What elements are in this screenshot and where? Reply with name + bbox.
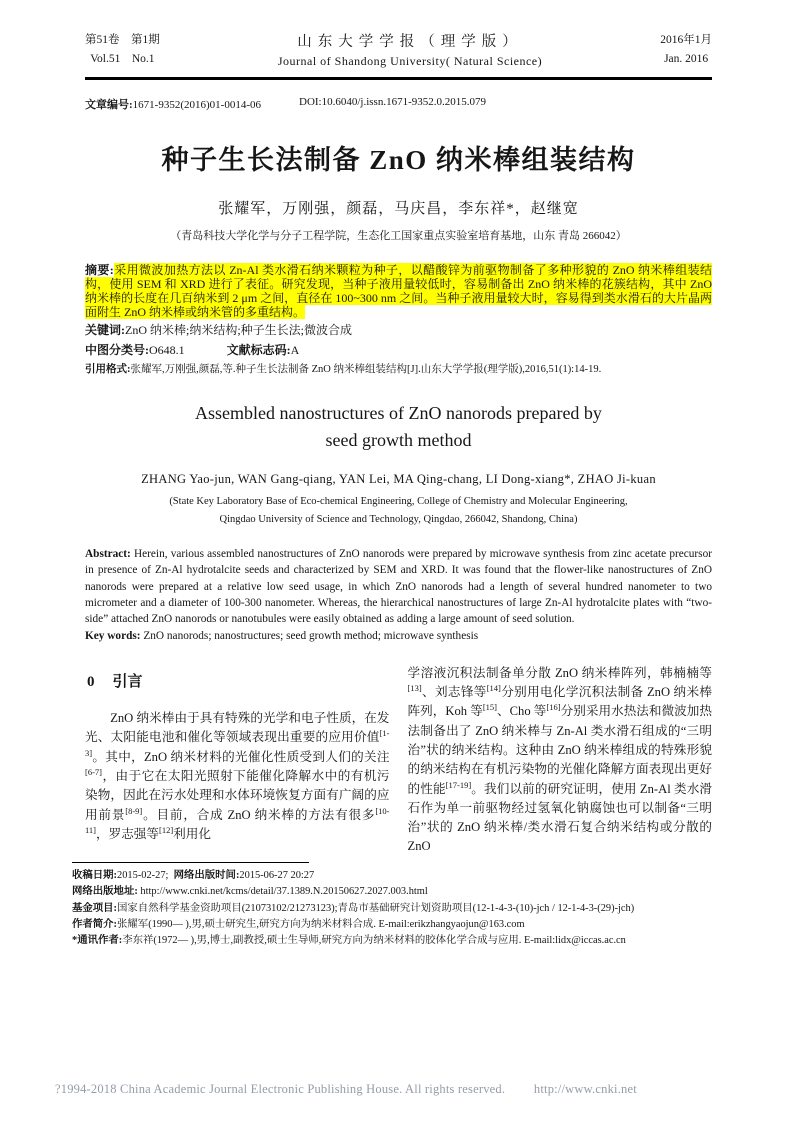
volume-issue-en: Vol.51 No.1 xyxy=(90,52,155,65)
article-number-value: 1671-9352(2016)01-0014-06 xyxy=(132,99,261,111)
authors-cn: 张耀军，万刚强，颜磊，马庆昌，李东祥*，赵继宽 xyxy=(218,201,579,217)
issue-date-en: Jan. 2016 xyxy=(664,52,709,65)
body-columns xyxy=(85,664,712,857)
footnote-corresponding-author xyxy=(72,933,712,949)
doi: DOI:10.6040/j.issn.1671-9352.0.2015.079 xyxy=(299,96,486,108)
article-meta-row xyxy=(85,96,712,112)
article-number xyxy=(85,96,261,112)
doc-code-value: A xyxy=(290,343,300,357)
clc-value: O648.1 xyxy=(149,343,185,357)
body-column-right xyxy=(408,664,713,857)
footnote-text: 2015-06-27 20:27 xyxy=(239,869,315,881)
footnote-url: http://www.cnki.net/kcms/detail/37.1389.N.20150627.2027.003.html xyxy=(140,886,428,898)
body-paragraph-left: ZnO 纳米棒由于具有特殊的光学和电子性质，在发光、太阳能电池和催化等领域表现出重要的应用价值[1-3]。其中，ZnO 纳米材料的光催化性质受到人们的关注[6-7]，由于它在太阳光照射下能催化降解水中的有机污染物，因此在污水处理和水体环境恢复方面有广阔的应用前景[8-9]。目前，合成 ZnO 纳米棒的方法有很多[10-11]，罗志强等[12]利用化 xyxy=(85,711,390,841)
citation-label: 引用格式: xyxy=(85,364,131,375)
article-title-en xyxy=(85,400,712,454)
footnote-label: 网络出版地址: xyxy=(72,886,138,898)
abstract-en-paragraph xyxy=(85,546,712,627)
keywords-en-label: Key words: xyxy=(85,630,141,643)
keywords-cn-row xyxy=(85,322,712,339)
affiliation-en-line1: (State Key Laboratory Base of Eco-chemical Engineering, College of Chemistry and Molecular Engineering, xyxy=(169,496,628,507)
journal-title-en: Journal of Shandong University( Natural Science) xyxy=(277,54,543,68)
footnote-text: 李东祥(1972— ),男,博士,副教授,硕士生导师,研究方向为纳米材料的胶体化学合成与应用. E-mail:lidx@iccas.ac.cn xyxy=(122,935,626,947)
doc-code-label: 文献标志码: xyxy=(226,343,291,357)
abstract-en xyxy=(85,546,712,645)
abstract-cn-text: 采用微波加热方法以 Zn-Al 类水滑石纳米颗粒为种子，以醋酸锌为前驱物制备了多种形貌的 ZnO 纳米棒组装结构，使用 SEM 和 XRD 进行了表征。研究发现，当种子液用量较低时，容易制备出 ZnO 纳米棒的花簇结构，其中 ZnO 纳米棒的长度在几百纳米到 2 μm 之间，直径在 100~300 nm 之间。当种子液用量较大时，容易得到类水滑石的大片晶两面附生 ZnO 纳米棒或纳米管的多重结构。 xyxy=(85,263,713,319)
issue-date-block xyxy=(660,31,712,68)
keywords-cn-text: ZnO 纳米棒;纳米结构;种子生长法;微波合成 xyxy=(125,323,352,337)
article-number-label: 文章编号: xyxy=(85,99,133,111)
affiliation-en-line2: Qingdao University of Science and Technology, Qingdao, 266042, Shandong, China) xyxy=(219,514,578,525)
clc-row xyxy=(85,342,712,359)
footnote-received-date xyxy=(72,868,712,884)
journal-title-cn: 山东大学学报（理学版） xyxy=(297,34,523,50)
footnote-label: 作者简介: xyxy=(72,918,118,930)
keywords-en-row xyxy=(85,628,712,644)
abstract-cn-label: 摘要: xyxy=(85,263,114,277)
body-column-left xyxy=(85,664,390,857)
section-heading xyxy=(87,673,390,692)
keywords-en-text: ZnO nanorods; nanostructures; seed growth method; microwave synthesis xyxy=(143,630,479,643)
keywords-cn-label: 关键词: xyxy=(85,323,125,337)
citation-text: 张耀军,万刚强,颜磊,等.种子生长法制备 ZnO 纳米棒组装结构[J].山东大学学报(理学版),2016,51(1):14-19. xyxy=(130,364,602,375)
article-title-en-line2: seed growth method xyxy=(325,430,472,450)
affiliation-cn: （青岛科技大学化学与分子工程学院，生态化工国家重点实验室培育基地，山东 青岛 266042） xyxy=(170,230,627,242)
section-title: 引言 xyxy=(112,673,143,690)
abstract-en-label: Abstract: xyxy=(85,548,131,560)
footnote-online-url xyxy=(72,884,712,900)
clc-label: 中图分类号: xyxy=(85,343,149,357)
article-title-cn: 种子生长法制备 ZnO 纳米棒组装结构 xyxy=(161,145,636,175)
journal-masthead xyxy=(85,30,712,80)
footnote-rule xyxy=(72,862,309,863)
body-paragraph-right: 学溶液沉积法制备单分散 ZnO 纳米棒阵列，韩楠楠等[13]、刘志锋等[14]分别用电化学沉积法制备 ZnO 纳米棒阵列，Koh 等[15]、Cho 等[16]分别采用水热法和微波加热法制备出了 ZnO 纳米棒与 Zn-Al 类水滑石组成的“三明治”状的纳米结构。这种由 ZnO 纳米棒组成的特殊形貌的纳米结构在有机污染物的光催化降解方面表现出更好的性能[17-19]。我们以前的研究证明，使用 Zn-Al 类水滑石作为单一前驱物经过氢氧化钠腐蚀也可以制备“三明治”状的 ZnO 纳米棒/类水滑石复合纳米结构或分散的 ZnO xyxy=(407,665,713,854)
footnote-label: 基金项目: xyxy=(72,902,118,914)
footnote-text: 国家自然科学基金资助项目(21073102/21273123);青岛市基础研究计划资助项目(12-1-4-3-(10)-jch / 12-1-4-3-(29)-jch) xyxy=(117,902,635,914)
authors-en: ZHANG Yao-jun, WAN Gang-qiang, YAN Lei, MA Qing-chang, LI Dong-xiang*, ZHAO Ji-kuan xyxy=(141,472,656,486)
issue-date-cn: 2016年1月 xyxy=(660,34,712,47)
footnote-text: 2015-02-27; xyxy=(117,869,174,881)
footnote-author-bio xyxy=(72,917,712,933)
volume-issue-block xyxy=(85,31,160,68)
footnotes xyxy=(72,862,712,950)
citation-row xyxy=(85,362,712,378)
footnote-label: *通讯作者: xyxy=(72,935,123,947)
footnote-text: 张耀军(1990— ),男,硕士研究生,研究方向为纳米材料合成. E-mail:erikzhangyaojun@163.com xyxy=(117,918,525,930)
section-number: 0 xyxy=(87,673,95,690)
affiliation-en xyxy=(85,493,712,529)
abstract-cn xyxy=(85,263,712,319)
footnote-label: 网络出版时间: xyxy=(173,869,240,881)
abstract-en-text: Herein, various assembled nanostructures of ZnO nanorods were prepared by microwave synthesis from zinc acetate precursor in presence of Zn-Al hydrotalcite seeds and characterized by SEM and XRD. It was found that the flower-like nanostructures of ZnO nanorods were prepared at a relative low seed usage, in which ZnO nanorods had a length of several hundred nanometer to two micrometer and a diameter of 100-300 nanometer. Whereas, the hierarchical nanostructures of large Zn-Al hydrotalcite plates with “two-side” attached ZnO nanorods or nanotubules were easily obtained as adding a large amount of seed solution. xyxy=(85,548,712,626)
article-title-en-line1: Assembled nanostructures of ZnO nanorods prepared by xyxy=(195,403,602,423)
footnote-label: 收稿日期: xyxy=(72,869,118,881)
footnote-funding xyxy=(72,901,712,917)
cnki-copyright-line: ?1994-2018 China Academic Journal Electronic Publishing House. All rights reserved. http://www.cnki.net xyxy=(55,1082,637,1096)
volume-issue-cn: 第51卷 第1期 xyxy=(85,34,160,47)
journal-title-block xyxy=(278,30,542,69)
